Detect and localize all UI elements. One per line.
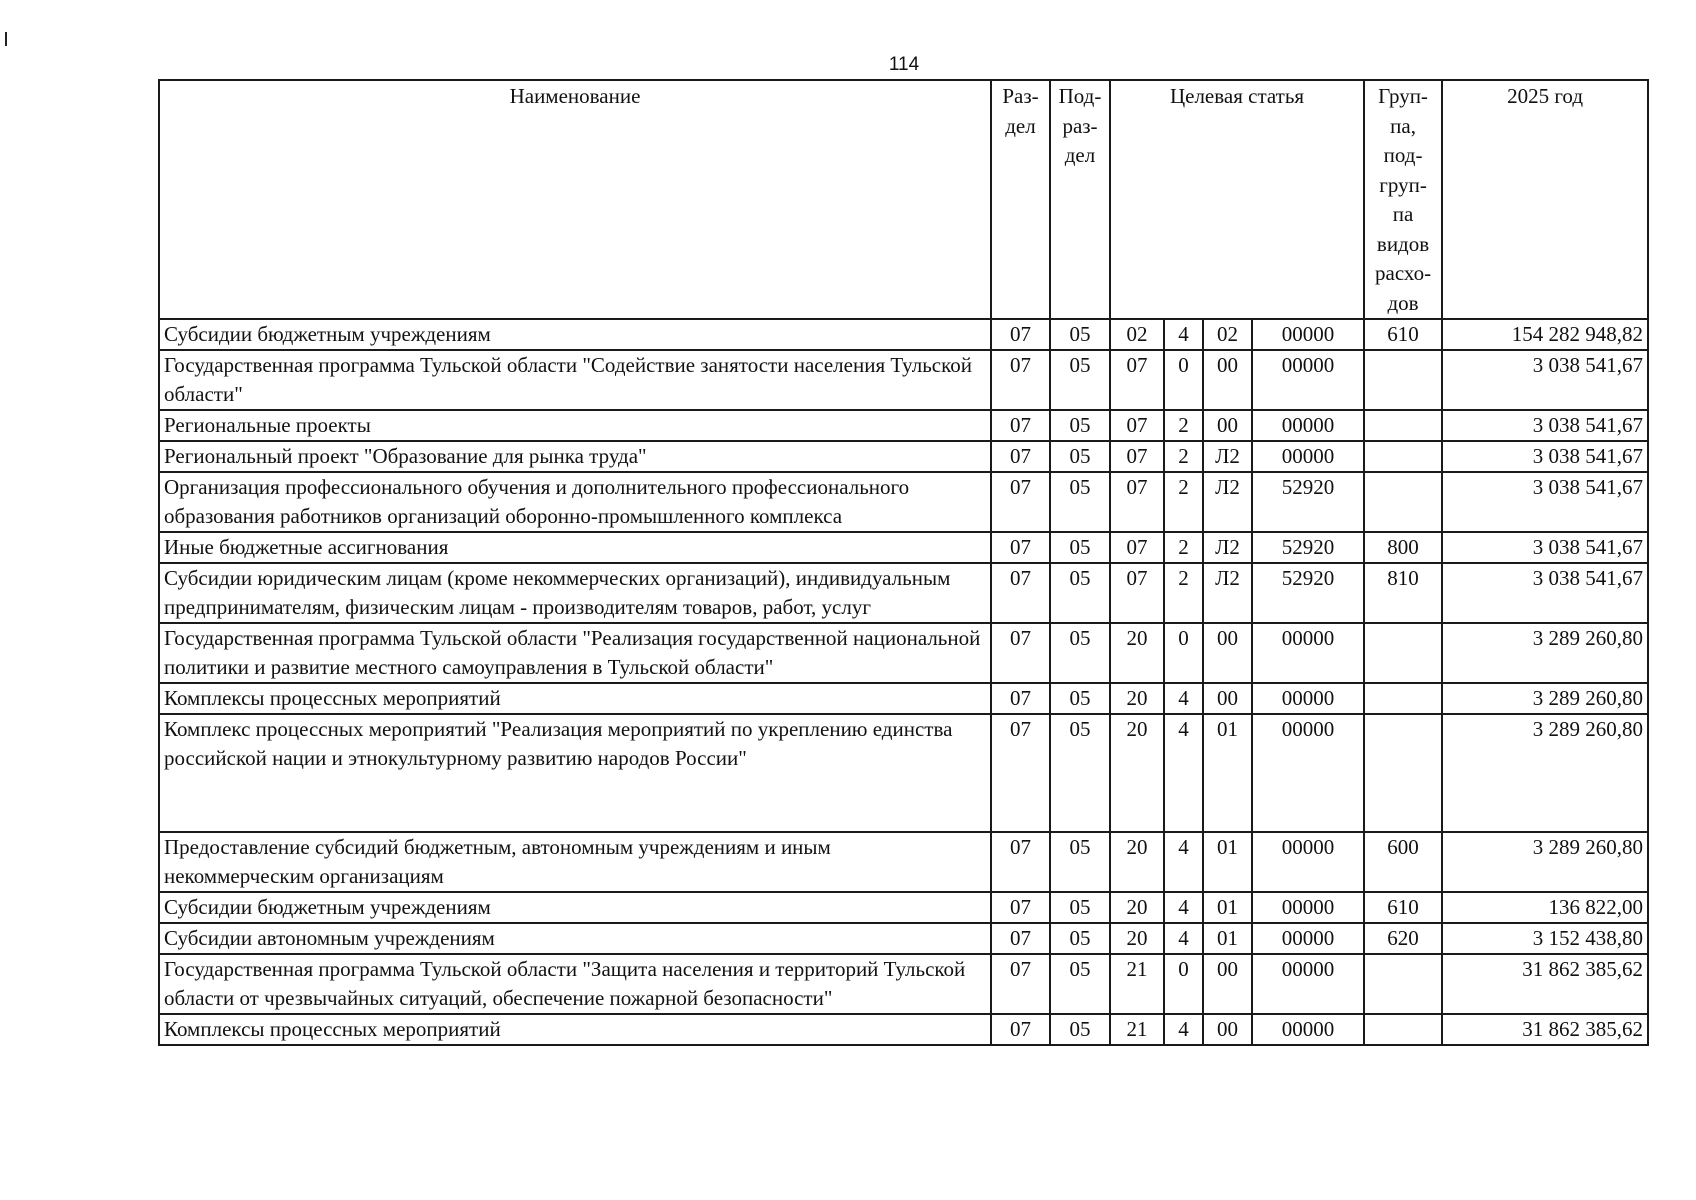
row-name: Региональные проекты <box>159 410 991 441</box>
table-row <box>159 954 1648 1014</box>
row-target-type: 4 <box>1164 923 1203 954</box>
row-target-direction: 52920 <box>1252 472 1364 532</box>
row-amount: 31 862 385,62 <box>1442 954 1648 1014</box>
row-target-direction: 00000 <box>1252 683 1364 714</box>
row-section: 07 <box>991 532 1050 563</box>
row-target-type: 4 <box>1164 1014 1203 1045</box>
row-target-direction: 00000 <box>1252 410 1364 441</box>
table-row <box>159 832 1648 892</box>
row-target-program: 20 <box>1110 892 1164 923</box>
budget-table <box>158 79 1649 1046</box>
row-target-program: 20 <box>1110 714 1164 832</box>
row-expense-group: 610 <box>1364 892 1442 923</box>
row-target-type: 4 <box>1164 319 1203 350</box>
page-number: 114 <box>888 54 920 75</box>
row-target-direction: 00000 <box>1252 923 1364 954</box>
row-amount: 3 289 260,80 <box>1442 714 1648 832</box>
row-name: Субсидии бюджетным учреждениям <box>159 892 991 923</box>
row-section: 07 <box>991 441 1050 472</box>
row-name: Предоставление субсидий бюджетным, автономным учреждениям и иным некоммерческим организациям <box>159 832 991 892</box>
row-target-direction: 00000 <box>1252 714 1364 832</box>
table-row <box>159 563 1648 623</box>
scan-edge-mark <box>5 32 7 46</box>
row-expense-group: 810 <box>1364 563 1442 623</box>
row-amount: 3 038 541,67 <box>1442 441 1648 472</box>
row-target-direction: 00000 <box>1252 350 1364 410</box>
row-name: Субсидии автономным учреждениям <box>159 923 991 954</box>
row-name: Региональный проект "Образование для рынка труда" <box>159 441 991 472</box>
row-subsection: 05 <box>1050 532 1110 563</box>
row-section: 07 <box>991 714 1050 832</box>
header-expense-group: Груп- па, под- груп- па видов расхо- дов <box>1364 80 1442 319</box>
row-target-element: 01 <box>1203 892 1252 923</box>
row-expense-group <box>1364 472 1442 532</box>
row-target-element: Л2 <box>1203 472 1252 532</box>
row-target-direction: 00000 <box>1252 954 1364 1014</box>
row-name: Комплексы процессных мероприятий <box>159 683 991 714</box>
row-amount: 3 152 438,80 <box>1442 923 1648 954</box>
row-subsection: 05 <box>1050 319 1110 350</box>
row-amount: 3 289 260,80 <box>1442 623 1648 683</box>
row-target-type: 4 <box>1164 892 1203 923</box>
row-target-type: 2 <box>1164 563 1203 623</box>
row-expense-group: 600 <box>1364 832 1442 892</box>
row-subsection: 05 <box>1050 563 1110 623</box>
row-target-program: 21 <box>1110 954 1164 1014</box>
row-name: Субсидии юридическим лицам (кроме некоммерческих организаций), индивидуальным предпринимателям, физическим лицам - производителям товаров, работ, услуг <box>159 563 991 623</box>
row-expense-group <box>1364 350 1442 410</box>
row-name: Государственная программа Тульской области "Содействие занятости населения Тульской области" <box>159 350 991 410</box>
row-expense-group <box>1364 410 1442 441</box>
table-row <box>159 532 1648 563</box>
row-name: Комплекс процессных мероприятий "Реализация мероприятий по укреплению единства российской нации и этнокультурному развитию народов России" <box>159 714 991 832</box>
row-target-direction: 52920 <box>1252 532 1364 563</box>
table-row <box>159 410 1648 441</box>
table-row <box>159 623 1648 683</box>
row-subsection: 05 <box>1050 623 1110 683</box>
row-target-direction: 00000 <box>1252 892 1364 923</box>
row-target-type: 0 <box>1164 623 1203 683</box>
row-target-program: 20 <box>1110 923 1164 954</box>
header-year: 2025 год <box>1442 80 1648 319</box>
row-target-type: 2 <box>1164 410 1203 441</box>
row-section: 07 <box>991 623 1050 683</box>
row-subsection: 05 <box>1050 714 1110 832</box>
row-expense-group <box>1364 954 1442 1014</box>
row-amount: 3 038 541,67 <box>1442 472 1648 532</box>
row-target-program: 07 <box>1110 532 1164 563</box>
row-section: 07 <box>991 892 1050 923</box>
row-name: Государственная программа Тульской области "Защита населения и территорий Тульской области от чрезвычайных ситуаций, обеспечение пожарной безопасности" <box>159 954 991 1014</box>
row-target-type: 2 <box>1164 532 1203 563</box>
row-target-element: 01 <box>1203 714 1252 832</box>
row-expense-group <box>1364 683 1442 714</box>
table-row <box>159 472 1648 532</box>
header-subsection: Под- раз- дел <box>1050 80 1110 319</box>
row-section: 07 <box>991 410 1050 441</box>
row-section: 07 <box>991 563 1050 623</box>
row-target-direction: 00000 <box>1252 832 1364 892</box>
row-subsection: 05 <box>1050 892 1110 923</box>
table-row <box>159 683 1648 714</box>
row-target-element: 00 <box>1203 410 1252 441</box>
row-section: 07 <box>991 923 1050 954</box>
header-row <box>159 80 1648 319</box>
row-target-type: 0 <box>1164 350 1203 410</box>
row-subsection: 05 <box>1050 832 1110 892</box>
table-row <box>159 923 1648 954</box>
table-row <box>159 892 1648 923</box>
table-header <box>159 80 1648 319</box>
row-name: Государственная программа Тульской области "Реализация государственной национальной политики и развитие местного самоуправления в Тульской области" <box>159 623 991 683</box>
row-subsection: 05 <box>1050 1014 1110 1045</box>
row-amount: 3 038 541,67 <box>1442 410 1648 441</box>
row-section: 07 <box>991 350 1050 410</box>
row-target-element: Л2 <box>1203 563 1252 623</box>
row-amount: 136 822,00 <box>1442 892 1648 923</box>
row-expense-group <box>1364 1014 1442 1045</box>
row-target-element: Л2 <box>1203 532 1252 563</box>
row-section: 07 <box>991 832 1050 892</box>
row-target-element: 01 <box>1203 923 1252 954</box>
row-target-element: 01 <box>1203 832 1252 892</box>
row-subsection: 05 <box>1050 472 1110 532</box>
row-amount: 31 862 385,62 <box>1442 1014 1648 1045</box>
row-target-element: Л2 <box>1203 441 1252 472</box>
row-section: 07 <box>991 472 1050 532</box>
row-expense-group: 800 <box>1364 532 1442 563</box>
row-subsection: 05 <box>1050 350 1110 410</box>
row-subsection: 05 <box>1050 441 1110 472</box>
row-section: 07 <box>991 1014 1050 1045</box>
row-target-program: 07 <box>1110 441 1164 472</box>
row-expense-group: 620 <box>1364 923 1442 954</box>
table-row <box>159 1014 1648 1045</box>
header-name: Наименование <box>159 80 991 319</box>
row-target-type: 4 <box>1164 683 1203 714</box>
row-section: 07 <box>991 683 1050 714</box>
table-row <box>159 319 1648 350</box>
table-row <box>159 714 1648 832</box>
row-target-direction: 52920 <box>1252 563 1364 623</box>
row-subsection: 05 <box>1050 410 1110 441</box>
table-body <box>159 319 1648 1045</box>
row-target-type: 2 <box>1164 472 1203 532</box>
row-amount: 154 282 948,82 <box>1442 319 1648 350</box>
header-target-article: Целевая статья <box>1110 80 1364 319</box>
row-section: 07 <box>991 319 1050 350</box>
row-target-type: 2 <box>1164 441 1203 472</box>
row-target-program: 20 <box>1110 832 1164 892</box>
row-target-type: 0 <box>1164 954 1203 1014</box>
row-name: Комплексы процессных мероприятий <box>159 1014 991 1045</box>
row-expense-group <box>1364 714 1442 832</box>
row-target-element: 00 <box>1203 1014 1252 1045</box>
row-target-type: 4 <box>1164 714 1203 832</box>
row-target-program: 07 <box>1110 472 1164 532</box>
row-amount: 3 038 541,67 <box>1442 350 1648 410</box>
row-target-program: 20 <box>1110 683 1164 714</box>
row-target-direction: 00000 <box>1252 319 1364 350</box>
row-target-program: 20 <box>1110 623 1164 683</box>
row-target-element: 00 <box>1203 350 1252 410</box>
row-expense-group: 610 <box>1364 319 1442 350</box>
row-name: Иные бюджетные ассигнования <box>159 532 991 563</box>
row-target-program: 07 <box>1110 563 1164 623</box>
row-target-program: 07 <box>1110 410 1164 441</box>
row-target-element: 00 <box>1203 623 1252 683</box>
table-row <box>159 441 1648 472</box>
row-target-direction: 00000 <box>1252 623 1364 683</box>
row-subsection: 05 <box>1050 683 1110 714</box>
row-subsection: 05 <box>1050 954 1110 1014</box>
row-subsection: 05 <box>1050 923 1110 954</box>
row-amount: 3 038 541,67 <box>1442 563 1648 623</box>
row-expense-group <box>1364 441 1442 472</box>
row-section: 07 <box>991 954 1050 1014</box>
row-target-program: 02 <box>1110 319 1164 350</box>
row-target-program: 07 <box>1110 350 1164 410</box>
header-section: Раз- дел <box>991 80 1050 319</box>
row-target-type: 4 <box>1164 832 1203 892</box>
row-target-element: 00 <box>1203 683 1252 714</box>
row-target-element: 02 <box>1203 319 1252 350</box>
row-amount: 3 038 541,67 <box>1442 532 1648 563</box>
row-expense-group <box>1364 623 1442 683</box>
row-target-direction: 00000 <box>1252 441 1364 472</box>
table-row <box>159 350 1648 410</box>
row-target-direction: 00000 <box>1252 1014 1364 1045</box>
row-target-program: 21 <box>1110 1014 1164 1045</box>
row-amount: 3 289 260,80 <box>1442 832 1648 892</box>
row-name: Организация профессионального обучения и дополнительного профессионального образования работников организаций оборонно-промышленного комплекса <box>159 472 991 532</box>
row-amount: 3 289 260,80 <box>1442 683 1648 714</box>
row-target-element: 00 <box>1203 954 1252 1014</box>
row-name: Субсидии бюджетным учреждениям <box>159 319 991 350</box>
